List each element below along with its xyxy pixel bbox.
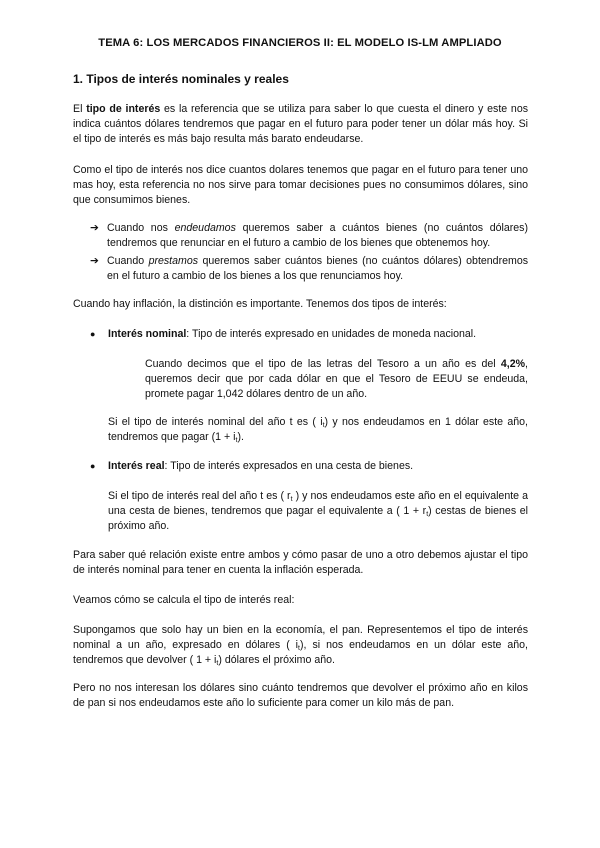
- arrow-item-endeudamos: ➔ Cuando nos endeudamos queremos saber a cuántos bienes (no cuántos dólares) tendremos que renunciar en el futuro a cambio de los bienes que obtenemos hoy.: [90, 222, 529, 249]
- document-title: TEMA 6: LOS MERCADOS FINANCIEROS II: EL MODELO IS-LM AMPLIADO: [98, 37, 502, 49]
- term-tipo-de-interes: tipo de interés: [86, 103, 161, 115]
- paragraph-bread-example: Supongamos que solo hay un bien en la economía, el pan. Representemos el tipo de interés nominal a un año, expresado en dólares ( $i_t$), si nos endeudamos en un dólar este año, tendremos que devolver ( $1 + i_t$) dólares el próximo año.: [73, 624, 528, 667]
- nominal-example: Cuando decimos que el tipo de las letras del Tesoro a un año es del 4,2%, queremos decir que por cada dólar en que el Tesoro de EEUU se endeuda, promete pagar 1,042 dólares dentro de un año.: [145, 358, 528, 400]
- paragraph-goods-vs-dollars: Como el tipo de interés nos dice cuantos dolares tenemos que pagar en el futuro para tener uno mas hoy, esta referencia no nos sirve para tomar decisiones pues no consumimos dólares, sino que consumimos bienes.: [73, 164, 528, 206]
- section-heading: 1. Tipos de interés nominales y reales: [73, 72, 289, 86]
- bullet-icon: ●: [90, 461, 96, 471]
- paragraph-calc-intro: Veamos cómo se calcula el tipo de interés real:: [73, 594, 295, 606]
- bullet-item-real: ● Interés real: Tipo de interés expresados en una cesta de bienes.: [90, 460, 414, 472]
- paragraph-relationship: Para saber qué relación existe entre ambos y cómo pasar de uno a otro debemos ajustar el tipo de interés nominal para tener en cuenta la inflación esperada.: [73, 549, 528, 576]
- paragraph-interest-definition: El tipo de interés es la referencia que se utiliza para saber lo que cuesta el dinero y este nos indica cuántos dólares tendremos que pagar en el futuro para poder tener un dólar más hoy. Si el tipo de interés es más bajo resulta más barato endeudarse.: [73, 103, 529, 145]
- nominal-explanation: Si el tipo de interés nominal del año t es ( $i_t$) y nos endeudamos en 1 dólar este año, tendremos que pagar $(1 + i_t)$.: [108, 416, 528, 444]
- paragraph-bread-kilos: Pero no nos interesan los dólares sino cuánto tendremos que devolver el próximo año en kilos de pan si nos endeudamos este año lo suficiente para comer un kilo más de pan.: [73, 682, 528, 709]
- real-explanation: Si el tipo de interés real del año t es ( $r_t$ ) y nos endeudamos este año en el equivalente a una cesta de bienes, tendremos que pagar el equivalente a ( $1 + r_t$) cestas de bienes el próximo año.: [108, 490, 528, 532]
- arrow-item-prestamos: ➔ Cuando prestamos queremos saber cuántos bienes (no cuántos dólares) obtendremos en el futuro a cambio de los bienes a los que renunciamos hoy.: [90, 255, 529, 282]
- arrow-right-icon: ➔: [90, 255, 99, 267]
- bullet-item-nominal: ● Interés nominal: Tipo de interés expresado en unidades de moneda nacional.: [90, 328, 477, 340]
- arrow-right-icon: ➔: [90, 222, 99, 234]
- paragraph-inflation: Cuando hay inflación, la distinción es importante. Tenemos dos tipos de interés:: [73, 298, 447, 310]
- bullet-icon: ●: [90, 329, 96, 339]
